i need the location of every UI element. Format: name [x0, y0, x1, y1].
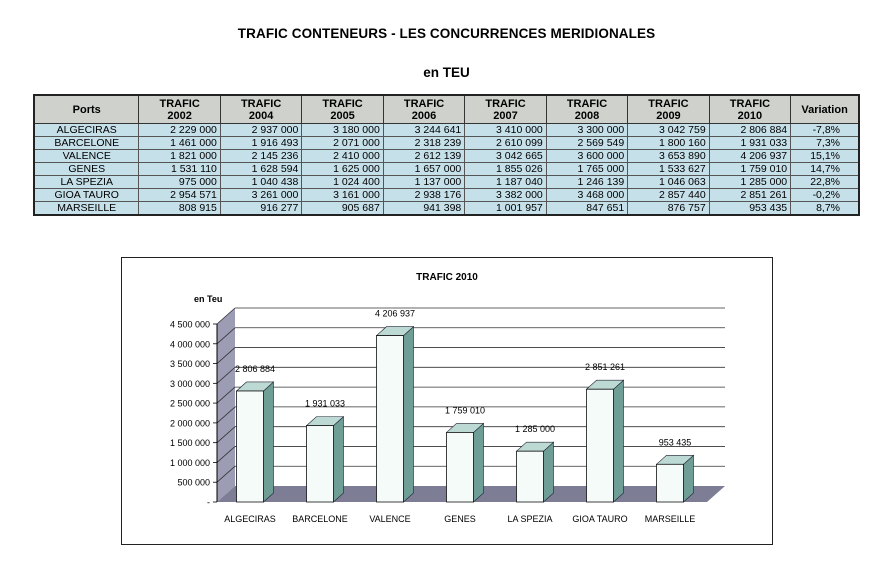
- traffic-value-cell: 2 857 440: [628, 189, 709, 202]
- x-tick-label: ALGECIRAS: [224, 514, 276, 524]
- traffic-value-cell: 1 024 400: [302, 176, 383, 189]
- y-tick-label: -: [207, 497, 210, 508]
- traffic-value-cell: 1 137 000: [383, 176, 464, 189]
- traffic-value-cell: 1 533 627: [628, 163, 709, 176]
- traffic-value-cell: 2 954 571: [139, 189, 220, 202]
- column-header-year: 2002: [167, 109, 192, 122]
- traffic-value-cell: 2 610 099: [465, 137, 546, 150]
- x-tick-label: VALENCE: [369, 514, 411, 524]
- y-tick-label: 3 000 000: [169, 378, 210, 389]
- x-tick-label: LA SPEZIA: [507, 514, 553, 524]
- column-header: [220, 95, 301, 124]
- traffic-value-cell: 953 435: [709, 202, 790, 216]
- column-header-line: TRAFIC: [403, 97, 445, 110]
- column-header-year: 2008: [574, 109, 600, 122]
- port-name-cell: VALENCE: [34, 150, 139, 163]
- column-header: [628, 95, 709, 124]
- bar-side: [264, 382, 274, 502]
- variation-cell: 22,8%: [791, 176, 859, 189]
- traffic-value-cell: 3 180 000: [302, 124, 383, 137]
- column-header: [546, 95, 627, 124]
- traffic-value-cell: 1 246 139: [546, 176, 627, 189]
- variation-cell: 7,3%: [791, 137, 859, 150]
- data-label: 2 806 884: [234, 363, 276, 374]
- data-label: 1 285 000: [514, 424, 556, 435]
- x-tick-label: BARCELONE: [292, 514, 348, 524]
- column-header-year: 2009: [656, 109, 681, 122]
- port-name-cell: GIOA TAURO: [34, 189, 139, 202]
- traffic-value-cell: 3 468 000: [546, 189, 627, 202]
- data-label: 953 435: [658, 437, 692, 448]
- x-tick-label: MARSEILLE: [644, 514, 696, 524]
- column-header: [383, 95, 464, 124]
- column-header-line: Ports: [72, 103, 101, 116]
- traffic-value-cell: 2 145 236: [220, 150, 301, 163]
- column-header: [465, 95, 546, 124]
- traffic-value-cell: 3 300 000: [546, 124, 627, 137]
- column-header: [302, 95, 383, 124]
- traffic-value-cell: 2 569 549: [546, 137, 627, 150]
- y-tick-label: 2 500 000: [169, 398, 210, 409]
- traffic-value-cell: 3 161 000: [302, 189, 383, 202]
- column-header-line: TRAFIC: [566, 97, 608, 110]
- port-name-cell: BARCELONE: [34, 137, 139, 150]
- column-header-year: 2007: [493, 109, 518, 122]
- chart-title: TRAFIC 2010: [416, 272, 478, 283]
- table-header-row: [34, 95, 859, 124]
- variation-cell: 14,7%: [791, 163, 859, 176]
- port-name-cell: MARSEILLE: [34, 202, 139, 216]
- traffic-value-cell: 1 531 110: [139, 163, 220, 176]
- traffic-value-cell: 1 625 000: [302, 163, 383, 176]
- column-header-year: 2005: [330, 109, 355, 122]
- variation-cell: -0,2%: [791, 189, 859, 202]
- column-header-year: 2006: [411, 109, 437, 122]
- traffic-value-cell: 847 651: [546, 202, 627, 216]
- column-header: [139, 95, 220, 124]
- traffic-value-cell: 3 410 000: [465, 124, 546, 137]
- x-tick-label: GENES: [444, 514, 476, 524]
- column-header-line: TRAFIC: [240, 97, 282, 110]
- traffic-value-cell: 2 851 261: [709, 189, 790, 202]
- traffic-value-cell: 2 071 000: [302, 137, 383, 150]
- y-tick-label: 3 500 000: [169, 359, 210, 370]
- traffic-value-cell: 1 657 000: [383, 163, 464, 176]
- bar-side: [334, 417, 344, 502]
- traffic-value-cell: 3 653 890: [628, 150, 709, 163]
- bar-side: [404, 327, 414, 502]
- traffic-value-cell: 3 042 759: [628, 124, 709, 137]
- data-label: 1 931 033: [304, 398, 346, 409]
- traffic-value-cell: 2 318 239: [383, 137, 464, 150]
- y-tick-label: 1 500 000: [169, 438, 210, 449]
- bar: [447, 432, 474, 502]
- traffic-value-cell: 916 277: [220, 202, 301, 216]
- traffic-value-cell: 1 931 033: [709, 137, 790, 150]
- traffic-value-cell: 876 757: [628, 202, 709, 216]
- traffic-value-cell: 975 000: [139, 176, 220, 189]
- traffic-value-cell: 941 398: [383, 202, 464, 216]
- traffic-value-cell: 1 765 000: [546, 163, 627, 176]
- y-tick-label: 500 000: [177, 477, 210, 488]
- data-label: 2 851 261: [584, 362, 626, 373]
- variation-cell: 8,7%: [791, 202, 859, 216]
- column-header: [791, 95, 859, 124]
- column-header-line: Variation: [801, 103, 848, 116]
- traffic-value-cell: 1 285 000: [709, 176, 790, 189]
- x-tick-label: GIOA TAURO: [572, 514, 628, 524]
- table-row: [34, 150, 859, 163]
- table-row: [34, 189, 859, 202]
- bar-side: [544, 442, 554, 502]
- traffic-value-cell: 1 821 000: [139, 150, 220, 163]
- traffic-value-cell: 3 382 000: [465, 189, 546, 202]
- bar: [517, 451, 544, 502]
- document-title: TRAFIC CONTENEURS - LES CONCURRENCES MERIDIONALES: [237, 26, 656, 41]
- bar: [307, 426, 334, 502]
- data-label: 1 759 010: [444, 405, 486, 416]
- data-label: 4 206 937: [374, 308, 416, 319]
- traffic-table: [33, 94, 860, 216]
- bar-side: [474, 423, 484, 502]
- column-header-year: 2010: [737, 109, 763, 122]
- y-tick-label: 2 000 000: [169, 418, 210, 429]
- traffic-value-cell: 2 938 176: [383, 189, 464, 202]
- bar-chart: [122, 258, 772, 544]
- chart-container: [121, 257, 773, 545]
- port-name-cell: GENES: [34, 163, 139, 176]
- chart-side-wall: [217, 308, 235, 502]
- traffic-value-cell: 2 937 000: [220, 124, 301, 137]
- table-row: [34, 137, 859, 150]
- traffic-value-cell: 1 800 160: [628, 137, 709, 150]
- traffic-value-cell: 2 410 000: [302, 150, 383, 163]
- traffic-value-cell: 1 461 000: [139, 137, 220, 150]
- traffic-value-cell: 3 042 665: [465, 150, 546, 163]
- column-header-line: TRAFIC: [648, 97, 689, 110]
- traffic-value-cell: 1 916 493: [220, 137, 301, 150]
- port-name-cell: ALGECIRAS: [34, 124, 139, 137]
- traffic-value-cell: 2 612 139: [383, 150, 464, 163]
- variation-cell: -7,8%: [791, 124, 859, 137]
- traffic-value-cell: 1 855 026: [465, 163, 546, 176]
- table-body: [34, 124, 859, 216]
- traffic-value-cell: 3 600 000: [546, 150, 627, 163]
- table-row: [34, 124, 859, 137]
- column-header-line: TRAFIC: [485, 97, 526, 110]
- traffic-value-cell: 1 628 594: [220, 163, 301, 176]
- traffic-value-cell: 1 759 010: [709, 163, 790, 176]
- document-subtitle: en TEU: [423, 65, 470, 80]
- bar: [377, 336, 404, 502]
- traffic-value-cell: 2 229 000: [139, 124, 220, 137]
- traffic-value-cell: 1 187 040: [465, 176, 546, 189]
- traffic-value-cell: 2 806 884: [709, 124, 790, 137]
- traffic-value-cell: 808 915: [139, 202, 220, 216]
- table-row: [34, 163, 859, 176]
- table-row: [34, 176, 859, 189]
- column-header: [34, 95, 139, 124]
- bar-side: [614, 380, 624, 502]
- bar: [657, 464, 684, 502]
- traffic-value-cell: 905 687: [302, 202, 383, 216]
- traffic-value-cell: 1 040 438: [220, 176, 301, 189]
- traffic-value-cell: 4 206 937: [709, 150, 790, 163]
- bar: [237, 391, 264, 502]
- variation-cell: 15,1%: [791, 150, 859, 163]
- y-tick-label: 1 000 000: [169, 457, 210, 468]
- traffic-value-cell: 3 261 000: [220, 189, 301, 202]
- column-header-line: TRAFIC: [322, 97, 363, 110]
- traffic-value-cell: 1 046 063: [628, 176, 709, 189]
- y-axis-label: en Teu: [194, 294, 223, 304]
- traffic-value-cell: 1 001 957: [465, 202, 546, 216]
- y-tick-label: 4 500 000: [169, 319, 210, 330]
- traffic-value-cell: 3 244 641: [383, 124, 464, 137]
- y-tick-label: 4 000 000: [169, 339, 210, 350]
- column-header-year: 2004: [248, 109, 274, 122]
- column-header-line: TRAFIC: [159, 97, 200, 110]
- column-header: [709, 95, 790, 124]
- column-header-line: TRAFIC: [729, 97, 771, 110]
- port-name-cell: LA SPEZIA: [34, 176, 139, 189]
- table-row: [34, 202, 859, 216]
- bar: [587, 389, 614, 502]
